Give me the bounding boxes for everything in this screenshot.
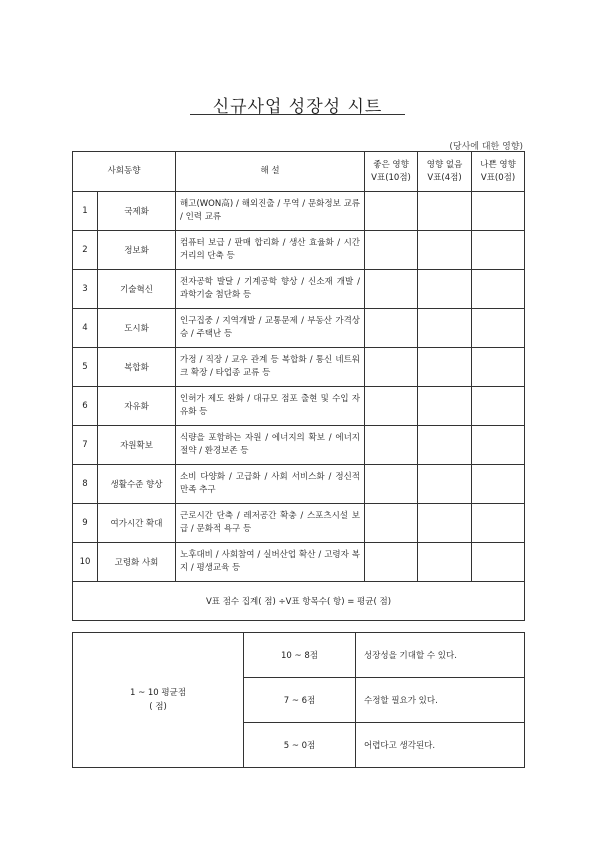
good-check-cell[interactable] xyxy=(365,348,418,387)
row-number: 9 xyxy=(73,504,98,543)
row-category: 생활수준 향상 xyxy=(98,465,176,504)
row-category: 기술혁신 xyxy=(98,270,176,309)
bad-check-cell[interactable] xyxy=(472,348,525,387)
row-number: 2 xyxy=(73,231,98,270)
table-row xyxy=(73,348,525,387)
header-none: 영향 없음 V표(4점) xyxy=(418,152,472,192)
bad-check-cell[interactable] xyxy=(472,465,525,504)
row-description: 식량을 포함하는 자원 / 에너지의 확보 / 에너지 절약 / 환경보존 등 xyxy=(176,426,365,465)
good-check-cell[interactable] xyxy=(365,387,418,426)
row-number: 10 xyxy=(73,543,98,582)
none-check-cell[interactable] xyxy=(418,231,472,270)
none-check-cell[interactable] xyxy=(418,504,472,543)
row-category: 국제화 xyxy=(98,192,176,231)
eval-range: 5 ~ 0점 xyxy=(244,723,356,768)
table-row xyxy=(73,543,525,582)
header-row xyxy=(73,152,525,192)
bad-check-cell[interactable] xyxy=(472,543,525,582)
row-number: 6 xyxy=(73,387,98,426)
good-check-cell[interactable] xyxy=(365,270,418,309)
good-check-cell[interactable] xyxy=(365,543,418,582)
table-row xyxy=(73,231,525,270)
row-category: 도시화 xyxy=(98,309,176,348)
row-category: 복합화 xyxy=(98,348,176,387)
none-check-cell[interactable] xyxy=(418,348,472,387)
row-description: 가정 / 직장 / 교우 관계 등 복합화 / 통신 네트워크 확장 / 타업종 교류 등 xyxy=(176,348,365,387)
bad-check-cell[interactable] xyxy=(472,270,525,309)
row-description: 전자공학 발달 / 기계공학 향상 / 신소재 개발 / 과학기술 첨단화 등 xyxy=(176,270,365,309)
row-description: 노후대비 / 사회참여 / 실버산업 확산 / 고령자 복지 / 평생교육 등 xyxy=(176,543,365,582)
row-number: 4 xyxy=(73,309,98,348)
row-number: 7 xyxy=(73,426,98,465)
row-number: 8 xyxy=(73,465,98,504)
none-check-cell[interactable] xyxy=(418,270,472,309)
row-category: 정보화 xyxy=(98,231,176,270)
none-check-cell[interactable] xyxy=(418,543,472,582)
summary-row xyxy=(73,582,525,621)
row-category: 고령화 사회 xyxy=(98,543,176,582)
title-underline xyxy=(190,114,405,115)
bad-check-cell[interactable] xyxy=(472,231,525,270)
average-cell: 1 ~ 10 평균점 ( 점) xyxy=(73,633,244,768)
good-check-cell[interactable] xyxy=(365,192,418,231)
good-check-cell[interactable] xyxy=(365,309,418,348)
header-good: 좋은 영향 V표(10점) xyxy=(365,152,418,192)
bad-check-cell[interactable] xyxy=(472,504,525,543)
row-description: 근로시간 단축 / 레저공간 확충 / 스포츠시설 보급 / 문화적 욕구 등 xyxy=(176,504,365,543)
none-check-cell[interactable] xyxy=(418,387,472,426)
table-row xyxy=(73,426,525,465)
bad-check-cell[interactable] xyxy=(472,426,525,465)
table-row xyxy=(73,504,525,543)
row-number: 3 xyxy=(73,270,98,309)
eval-text: 성장성을 기대할 수 있다. xyxy=(356,633,525,678)
none-check-cell[interactable] xyxy=(418,465,472,504)
row-description: 해고(WON高) / 해외진출 / 무역 / 문화정보 교류 / 인력 교류 xyxy=(176,192,365,231)
row-description: 인허가 제도 완화 / 대규모 점포 출현 및 수입 자유화 등 xyxy=(176,387,365,426)
row-category: 자유화 xyxy=(98,387,176,426)
none-check-cell[interactable] xyxy=(418,192,472,231)
none-check-cell[interactable] xyxy=(418,309,472,348)
eval-range: 10 ~ 8점 xyxy=(244,633,356,678)
table-row xyxy=(73,309,525,348)
growth-sheet-table xyxy=(72,151,525,621)
good-check-cell[interactable] xyxy=(365,465,418,504)
table-row xyxy=(73,465,525,504)
good-check-cell[interactable] xyxy=(365,231,418,270)
evaluation-table xyxy=(72,632,525,768)
bad-check-cell[interactable] xyxy=(472,192,525,231)
row-description: 컴퓨터 보급 / 판매 합리화 / 생산 효율화 / 시간 거리의 단축 등 xyxy=(176,231,365,270)
table-row xyxy=(73,270,525,309)
row-category: 자원확보 xyxy=(98,426,176,465)
table-row xyxy=(73,387,525,426)
page-title: 신규사업 성장성 시트 xyxy=(212,97,383,117)
row-number: 1 xyxy=(73,192,98,231)
table-row xyxy=(73,192,525,231)
good-check-cell[interactable] xyxy=(365,426,418,465)
eval-text: 수정할 필요가 있다. xyxy=(356,678,525,723)
none-check-cell[interactable] xyxy=(418,426,472,465)
bad-check-cell[interactable] xyxy=(472,387,525,426)
summary-text: V표 점수 집계( 점) ÷V표 항목수( 항) = 평균( 점) xyxy=(73,582,525,621)
row-description: 인구집중 / 지역개발 / 교통문제 / 부동산 가격상승 / 주택난 등 xyxy=(176,309,365,348)
row-number: 5 xyxy=(73,348,98,387)
impact-note: (당사에 대한 영향) xyxy=(449,142,523,152)
eval-text: 어렵다고 생각된다. xyxy=(356,723,525,768)
header-category: 사회동향 xyxy=(73,152,176,192)
good-check-cell[interactable] xyxy=(365,504,418,543)
header-bad: 나쁜 영향 V표(0점) xyxy=(472,152,525,192)
eval-range: 7 ~ 6점 xyxy=(244,678,356,723)
header-description: 해 설 xyxy=(176,152,365,192)
row-description: 소비 다양화 / 고급화 / 사회 서비스화 / 정신적 만족 추구 xyxy=(176,465,365,504)
bad-check-cell[interactable] xyxy=(472,309,525,348)
row-category: 여가시간 확대 xyxy=(98,504,176,543)
